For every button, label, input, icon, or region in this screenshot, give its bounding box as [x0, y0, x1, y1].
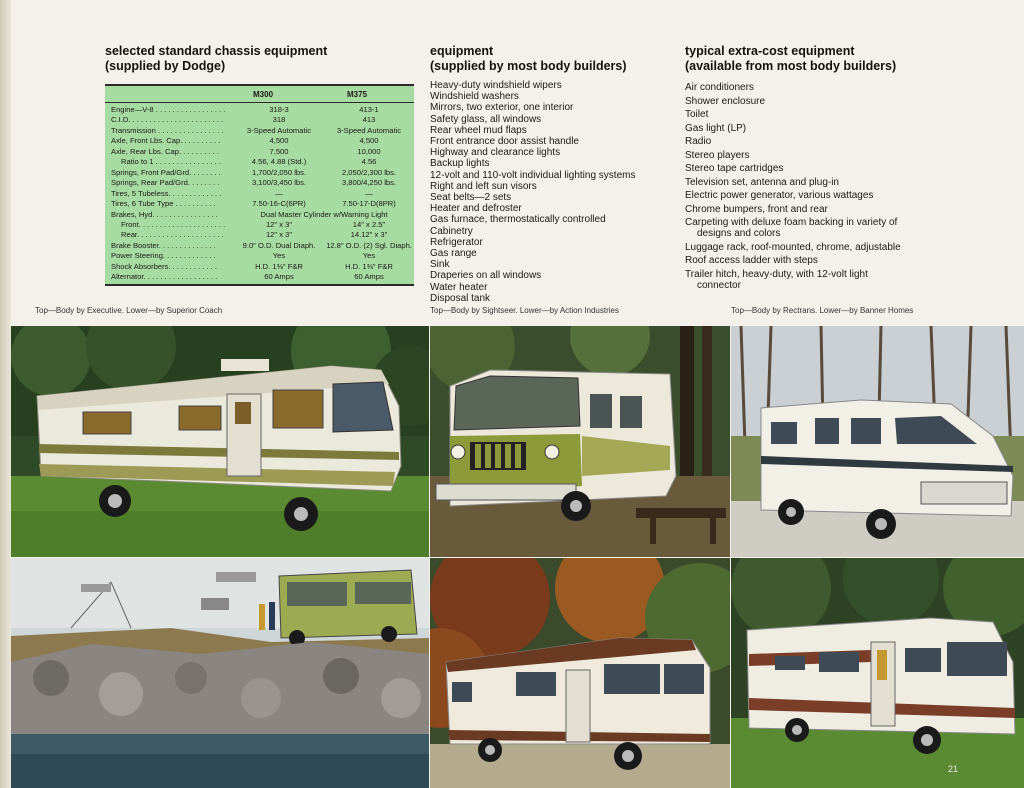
extra-cost-item-text: Toilet [685, 109, 709, 120]
spec-label: Springs, Front Pad/Grd. . . . . . . . [111, 167, 221, 177]
spec-value-m300: 3-Speed Automatic [246, 125, 312, 135]
spec-row [111, 115, 410, 125]
equipment-item: Seat belts—2 sets [430, 192, 512, 204]
spec-value-m300: 60 Amps [264, 272, 294, 282]
equipment-title: equipment [430, 44, 494, 58]
spec-value-m300: 318-3 [269, 105, 289, 114]
spec-value-m375: — [365, 188, 373, 198]
spec-value-m300: 7.50-16-C(6PR) [252, 199, 306, 209]
spec-value-m300: 9.0" O.D. Dual Diaph. [242, 240, 316, 250]
equipment-item: Gas furnace, thermostatically controlled [430, 214, 606, 226]
spec-value-m375: 3,800/4,250 lbs. [341, 178, 397, 188]
spec-row [111, 136, 410, 146]
spec-row [111, 126, 410, 136]
spec-label: Axle, Front Lbs. Cap. . . . . . . . . . [111, 136, 221, 146]
spec-value-m300: 4.56, 4.88 (Std.) [251, 157, 307, 167]
equipment-item: Refrigerator [430, 236, 483, 248]
spec-value-m300: 12" x 3" [265, 219, 293, 229]
spec-value-m300: 3,100/3,450 lbs. [251, 178, 307, 188]
equipment-item: Windshield washers [430, 91, 519, 103]
spec-label: Brakes, Hyd. . . . . . . . . . . . . . . . [111, 209, 218, 219]
spec-label: Engine—V-8 . . . . . . . . . . . . . . . . . [111, 105, 226, 114]
spec-value-m300: Yes [272, 251, 286, 261]
extra-cost-item-text: Radio [685, 136, 712, 147]
equipment-item: Heavy-duty windshield wipers [430, 80, 562, 91]
extra-cost-item-text: Roof access ladder with steps [685, 255, 818, 267]
spec-label: Power Steering. . . . . . . . . . . . . [111, 251, 216, 261]
spec-label: Front. . . . . . . . . . . . . . . . . . . . . [121, 219, 226, 229]
extra-cost-item-continuation: connector [697, 279, 741, 291]
caption-right: Top—Body by Rectrans. Lower—by Banner Homes [731, 306, 914, 315]
equipment-item: Cabinetry [430, 225, 473, 237]
photo-superior-coach-harbor [11, 558, 429, 788]
spec-label: Springs, Rear Pad/Grd. . . . . . . . [111, 178, 220, 188]
spec-row [111, 251, 410, 261]
equipment-item: Water heater [430, 281, 488, 293]
page-number: 21 [947, 764, 958, 774]
spec-row [111, 168, 410, 178]
spec-row [111, 241, 410, 251]
equipment-section [430, 44, 680, 304]
spec-value-m300: 7,500 [269, 146, 289, 156]
chassis-section [105, 44, 415, 74]
spec-header-rule [105, 102, 414, 103]
extra-cost-item [685, 163, 1010, 174]
chassis-spec-table [105, 84, 414, 286]
spec-row [111, 262, 410, 272]
spec-value-m300: 12" x 3" [265, 230, 293, 240]
spec-value-m375: 10,000 [357, 146, 381, 156]
equipment-item: Highway and clearance lights [430, 147, 561, 159]
equipment-item: Safety glass, all windows [430, 113, 542, 125]
photo-rectrans-motorhome [731, 326, 1024, 557]
equipment-item: Sink [430, 259, 450, 271]
spec-label: C.I.D. . . . . . . . . . . . . . . . . . . . . . . [111, 115, 224, 125]
caption-left: Top—Body by Executive. Lower—by Superior Coach [35, 306, 223, 315]
extra-cost-item-text: Carpeting with deluxe foam backing in variety of [685, 217, 898, 228]
extra-cost-item [685, 123, 1010, 134]
extra-cost-item-text: Gas light (LP) [685, 122, 747, 134]
page-binding-shadow [0, 0, 11, 788]
equipment-item: Disposal tank [430, 292, 491, 304]
extra-cost-item-text: Television set, antenna and plug-in [685, 176, 839, 188]
extra-cost-item [685, 136, 1010, 147]
photo-sightseer-motorhome [430, 326, 730, 557]
spec-value-m300: 4,500 [269, 136, 289, 146]
caption-middle: Top—Body by Sightseer. Lower—by Action Industries [430, 306, 619, 315]
spec-value-m375: 413-1 [359, 105, 379, 114]
spec-label: Ratio to 1 . . . . . . . . . . . . . . . . [121, 157, 222, 167]
equipment-item: Heater and defroster [430, 203, 522, 215]
extra-cost-item-text: Luggage rack, roof-mounted, chrome, adjustable [685, 241, 901, 253]
equipment-item: 12-volt and 110-volt individual lighting systems [430, 169, 636, 181]
spec-label: Transmission . . . . . . . . . . . . . . . . [111, 125, 224, 135]
extra-cost-item [685, 96, 1010, 107]
spec-row [111, 189, 410, 199]
spec-row [111, 178, 410, 188]
spec-row [111, 230, 410, 240]
extra-cost-item-text: Air conditioners [685, 82, 754, 93]
extra-cost-item-text: Stereo players [685, 149, 750, 161]
extra-cost-list [685, 82, 1010, 291]
extra-cost-item [685, 109, 1010, 120]
extra-cost-item [685, 190, 1010, 201]
extra-cost-item [685, 269, 1010, 291]
extra-cost-item [685, 242, 1010, 253]
spec-value-m375: 4,500 [359, 136, 379, 146]
chassis-title: selected standard chassis equipment [105, 44, 328, 58]
spec-row [111, 210, 410, 220]
spec-value-m300: — [275, 188, 283, 198]
extra-cost-title: typical extra-cost equipment [685, 44, 855, 58]
photo-banner-homes-motorhome [731, 558, 1024, 788]
spec-value-m375: 12.8" O.D. (2) Sgl. Diaph. [326, 240, 412, 250]
spec-value-m300: H.D. 1⅜" F&R [255, 261, 303, 271]
spec-value-m375: 3-Speed Automatic [336, 125, 402, 135]
spec-value-m375: 2,050/2,300 lbs. [341, 167, 397, 177]
spec-label: Rear. . . . . . . . . . . . . . . . . . . . . [121, 230, 224, 240]
spec-value-m375: 7.50-17-D(8PR) [342, 199, 396, 209]
spec-label: Tires, 5 Tubeless. . . . . . . . . . . . . [111, 188, 222, 198]
spec-value-both: Dual Master Cylinder w/Warning Light [260, 209, 388, 219]
equipment-item: Front entrance door assist handle [430, 136, 579, 148]
extra-cost-item [685, 204, 1010, 215]
photo-executive-motorhome [11, 326, 429, 557]
spec-row [111, 272, 410, 282]
extra-cost-item-text: Shower enclosure [685, 95, 766, 107]
extra-cost-item-text: Trailer hitch, heavy-duty, with 12-volt light [685, 268, 868, 280]
equipment-subtitle: (supplied by most body builders) [430, 59, 627, 73]
extra-cost-item-text: Electric power generator, various wattages [685, 190, 874, 201]
extra-cost-item [685, 82, 1010, 93]
equipment-item: Gas range [430, 248, 477, 260]
equipment-item: Right and left sun visors [430, 180, 537, 192]
extra-cost-item-text: Stereo tape cartridges [685, 163, 784, 174]
spec-row [111, 147, 410, 157]
extra-cost-section [685, 44, 1010, 293]
equipment-item: Rear wheel mud flaps [430, 124, 527, 136]
spec-col-m300: M300 [253, 90, 274, 99]
spec-value-m375: H.D. 1⅜" F&R [345, 261, 393, 271]
spec-value-m375: 413 [362, 115, 376, 125]
spec-value-m375: Yes [362, 251, 376, 261]
spec-row [111, 157, 410, 167]
chassis-subtitle: (supplied by Dodge) [105, 59, 226, 73]
photo-action-industries-motorhome [430, 558, 730, 788]
spec-value-m375: 60 Amps [354, 272, 384, 282]
equipment-item: Draperies on all windows [430, 270, 542, 282]
spec-label: Shock Absorbers. . . . . . . . . . . . [111, 261, 217, 271]
spec-label: Tires, 6 Tube Type . . . . . . . . . . [111, 199, 216, 209]
spec-value-m300: 318 [272, 115, 286, 125]
extra-cost-item [685, 217, 1010, 239]
spec-col-m375: M375 [347, 90, 368, 99]
spec-value-m300: 1,700/2,050 lbs. [251, 167, 307, 177]
extra-cost-item [685, 255, 1010, 266]
spec-value-m375: 4.56 [361, 157, 377, 167]
extra-cost-item-continuation: designs and colors [697, 228, 781, 240]
spec-row [111, 199, 410, 209]
extra-cost-item [685, 150, 1010, 161]
extra-cost-item [685, 177, 1010, 188]
spec-label: Brake Booster. . . . . . . . . . . . . . [111, 240, 216, 250]
equipment-list [430, 80, 680, 304]
spec-value-m375: 14" x 2.5" [352, 219, 386, 229]
spec-label: Alternator. . . . . . . . . . . . . . . . . . [111, 272, 218, 282]
spec-label: Axle, Rear Lbs. Cap. . . . . . . . . . [111, 146, 220, 156]
spec-row [111, 220, 410, 230]
spec-row [111, 105, 410, 115]
equipment-item: Backup lights [430, 158, 490, 170]
extra-cost-item-text: Chrome bumpers, front and rear [685, 203, 828, 215]
spec-value-m375: 14.12" x 3" [350, 230, 388, 240]
extra-cost-subtitle: (available from most body builders) [685, 59, 897, 73]
equipment-item: Mirrors, two exterior, one interior [430, 102, 574, 114]
